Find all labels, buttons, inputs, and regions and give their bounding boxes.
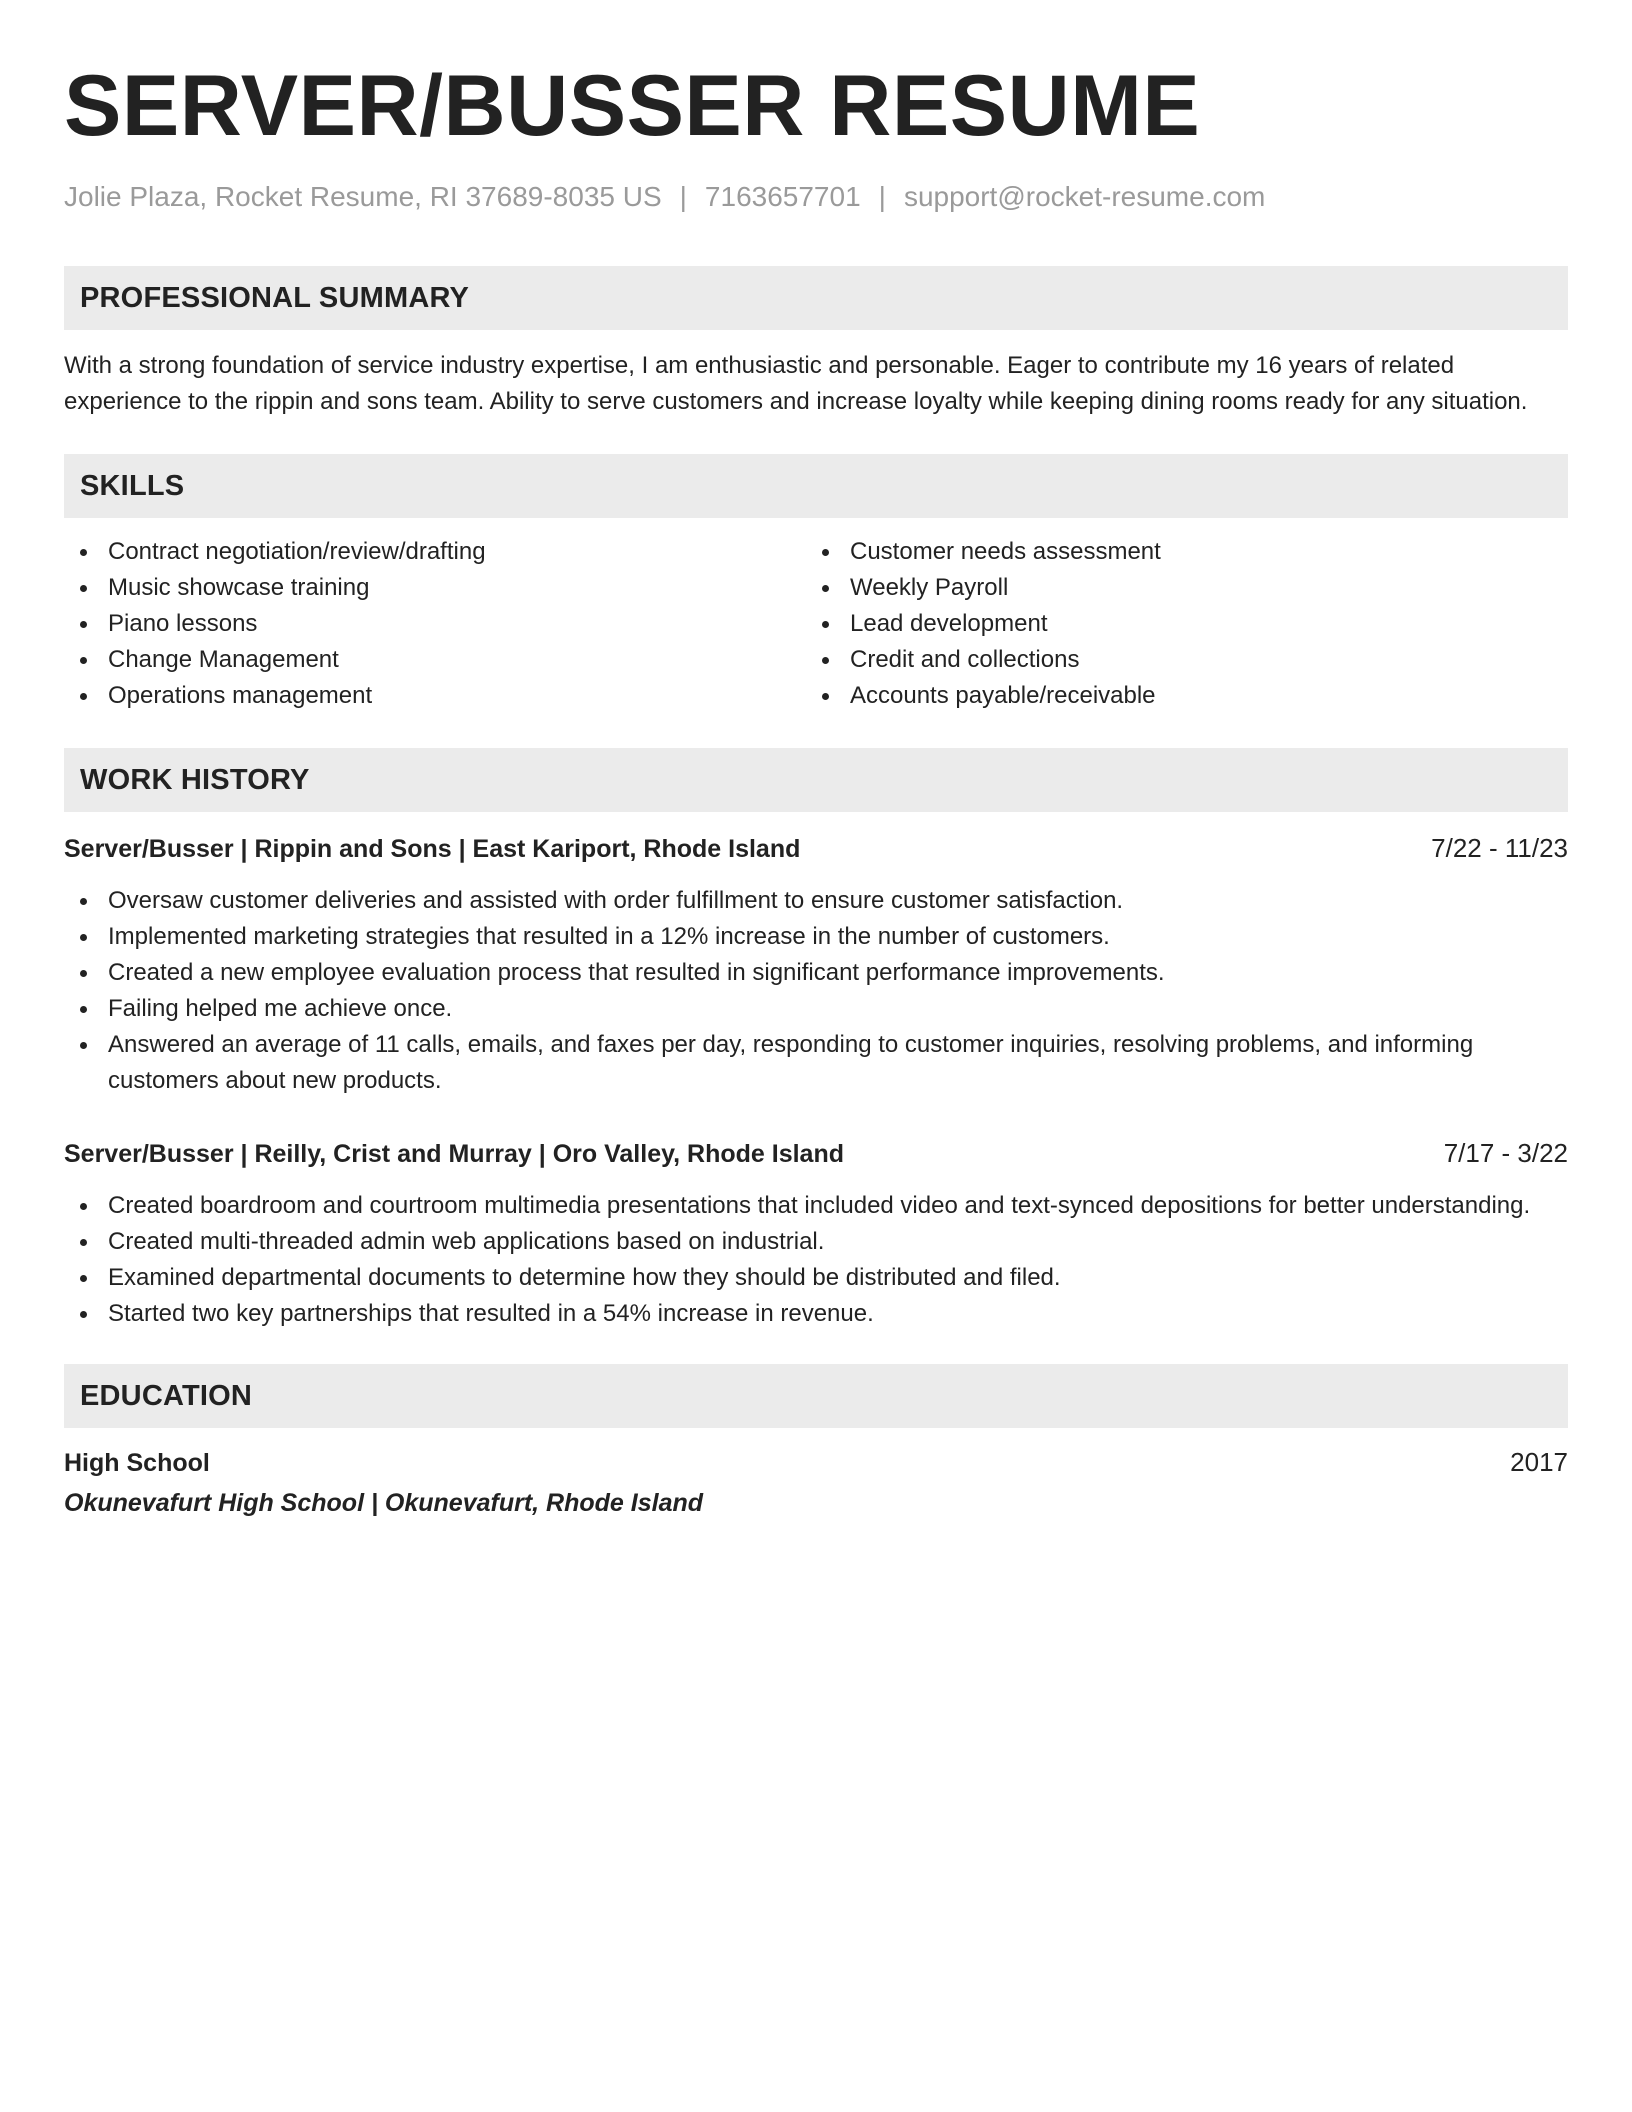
job-entry (64, 1135, 1568, 1332)
job-title: Server/Busser | Reilly, Crist and Murray | Oro Valley, Rhode Island (64, 1140, 845, 1168)
section-header-skills: SKILLS (64, 454, 1568, 518)
job-dates: 7/17 - 3/22 (1443, 1138, 1568, 1168)
job-heading (64, 1135, 1568, 1172)
job-heading (64, 830, 1568, 867)
skill-item: Customer needs assessment (806, 534, 1548, 570)
skill-item: Change Management (64, 642, 806, 678)
job-bullet: Examined departmental documents to determine how they should be distributed and filed. (64, 1260, 1568, 1296)
job-bullet: Answered an average of 11 calls, emails, and faxes per day, responding to customer inquiries, resolving problems, and informing customers about new products. (64, 1027, 1568, 1099)
skill-item: Weekly Payroll (806, 570, 1548, 606)
job-bullet: Started two key partnerships that resulted in a 54% increase in revenue. (64, 1296, 1568, 1332)
job-bullet: Implemented marketing strategies that resulted in a 12% increase in the number of customers. (64, 919, 1568, 955)
contact-address: Jolie Plaza, Rocket Resume, RI 37689-8035 US (64, 181, 662, 212)
contact-email: support@rocket-resume.com (903, 181, 1266, 212)
resume-title: SERVER/BUSSER RESUME (64, 58, 1201, 154)
skill-item: Operations management (64, 678, 806, 714)
skills-grid (64, 534, 1568, 714)
education-entry (64, 1444, 1568, 1521)
job-bullets (64, 1188, 1568, 1332)
section-header-work-history: WORK HISTORY (64, 748, 1568, 812)
skill-item: Accounts payable/receivable (806, 678, 1548, 714)
job-bullet: Created multi-threaded admin web applications based on industrial. (64, 1224, 1568, 1260)
section-header-education: EDUCATION (64, 1364, 1568, 1428)
job-dates: 7/22 - 11/23 (1431, 833, 1568, 863)
job-bullet: Created a new employee evaluation process that resulted in significant performance improvements. (64, 955, 1568, 991)
job-entry (64, 830, 1568, 1099)
contact-separator: | (878, 181, 886, 212)
contact-phone: 7163657701 (704, 181, 861, 212)
contact-line (64, 180, 1568, 214)
skill-item: Piano lessons (64, 606, 806, 642)
job-bullet: Failing helped me achieve once. (64, 991, 1568, 1027)
contact-separator: | (679, 181, 687, 212)
education-degree: High School (64, 1449, 210, 1477)
skill-item: Lead development (806, 606, 1548, 642)
education-year: 2017 (1510, 1447, 1568, 1477)
skills-column-left (64, 534, 806, 714)
skill-item: Contract negotiation/review/drafting (64, 534, 806, 570)
job-bullets (64, 883, 1568, 1099)
section-header-summary: PROFESSIONAL SUMMARY (64, 266, 1568, 330)
summary-text: With a strong foundation of service industry expertise, I am enthusiastic and personable. Eager to contribute my 16 years of related experience to the rippin and sons team. Ability to serve customers and increase loyalty while keeping dining rooms ready for any situation. (64, 352, 1528, 415)
education-heading (64, 1444, 1568, 1481)
job-bullet: Created boardroom and courtroom multimedia presentations that included video and text-synced depositions for better understanding. (64, 1188, 1568, 1224)
skill-item: Credit and collections (806, 642, 1548, 678)
skills-column-right (806, 534, 1548, 714)
education-school: Okunevafurt High School | Okunevafurt, Rhode Island (64, 1489, 704, 1517)
skill-item: Music showcase training (64, 570, 806, 606)
job-bullet: Oversaw customer deliveries and assisted with order fulfillment to ensure customer satisfaction. (64, 883, 1568, 919)
job-title: Server/Busser | Rippin and Sons | East Kariport, Rhode Island (64, 835, 801, 863)
